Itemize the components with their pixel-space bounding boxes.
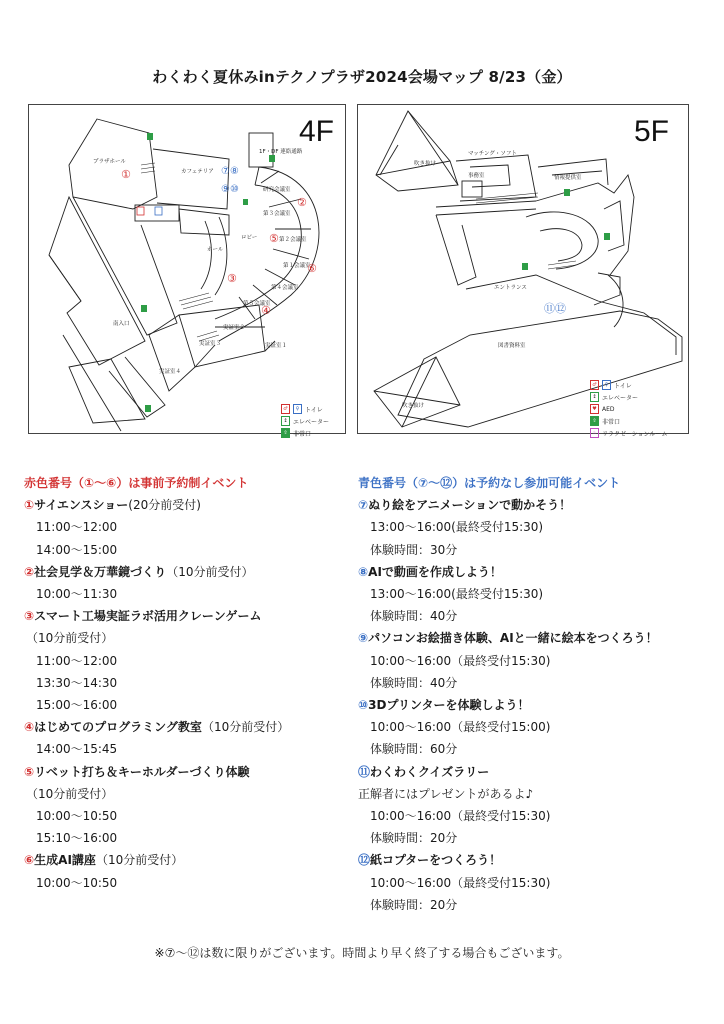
walkin-events-list [358, 472, 708, 916]
event-marker-6: ⑥ [307, 262, 317, 275]
event-10-duration: 体験時間：60分 [370, 742, 458, 757]
event-12-duration: 体験時間：20分 [370, 897, 458, 912]
event-7-title [358, 494, 708, 516]
event-8-time: 13:00～16:00(最終受付15:30) [370, 587, 544, 602]
room-info: 情報提供室 [554, 175, 582, 181]
room-makers: マッチング・ソフト [468, 151, 517, 157]
room-entrance-5f: エントランス [494, 285, 527, 291]
event-6-note: （10分前受付） [95, 853, 184, 868]
event-11-note: 正解者にはプレゼントがあるよ♪ [358, 786, 534, 801]
toilet-icon: ♂ [590, 380, 599, 390]
event-3-title [24, 605, 354, 627]
room-cafeteria: カフェテリア [181, 169, 214, 175]
event-12-time: 10:00～16:00（最終受付15:30) [370, 875, 551, 890]
event-6-number: ⑥ [24, 853, 35, 868]
event-marker-1: ① [121, 168, 131, 181]
event-6-time-1: 10:00～10:50 [36, 875, 118, 890]
elevator-icon: ↕ [590, 392, 599, 402]
event-5-name: リベット打ち＆キーホルダーづくり体験 [34, 764, 250, 779]
event-5-title [24, 761, 354, 783]
event-marker-9-10: ⑨⑩ [221, 184, 239, 195]
room-lab1: 実証室１ [265, 343, 288, 349]
legend-relax: リラクゼーションルーム [602, 430, 668, 438]
room-elevator-link: 1F・DF 連絡通路 [259, 149, 303, 155]
page-title: わくわく夏休みinテクノプラザ2024会場マップ 8/23（金） [152, 68, 572, 86]
event-4-title [24, 716, 354, 738]
event-10-title [358, 694, 708, 716]
legend-toilet-5f: トイレ [614, 382, 632, 390]
floor-label-5f: 5F [634, 115, 670, 148]
room-lobby: ロビー [241, 235, 258, 241]
relax-room-icon: ♨ [590, 428, 599, 438]
event-1-title [24, 494, 354, 516]
event-7-number: ⑦ [358, 498, 369, 513]
event-marker-4: ④ [261, 304, 271, 317]
event-6-title [24, 849, 354, 871]
room-training: 研究会議室 [263, 187, 291, 193]
event-3-name: スマート工場実証ラボ活用クレーンゲーム [34, 609, 262, 624]
event-12-title [358, 849, 708, 871]
event-5-number: ⑤ [24, 764, 35, 779]
event-marker-2: ② [297, 196, 307, 209]
room-lab2: 実証室２ [223, 325, 246, 331]
exit-icon: ⇧ [590, 416, 599, 426]
footer-note: ※⑦～⑫は数に限りがございます。時間より早く終了する場合もございます。 [154, 946, 570, 960]
event-7-duration: 体験時間：30分 [370, 542, 458, 557]
event-11-duration: 体験時間：20分 [370, 831, 458, 846]
event-9-duration: 体験時間：40分 [370, 675, 458, 690]
event-marker-3: ③ [227, 272, 237, 285]
event-9-number: ⑨ [358, 631, 369, 646]
event-4-number: ④ [24, 720, 35, 735]
event-9-name: パソコンお絵描き体験、AIと一緒に絵本をつくろう！ [368, 631, 658, 646]
room-conf4: 第４会議室 [271, 285, 299, 291]
event-3-time-3: 15:00～16:00 [36, 698, 118, 713]
map-legend-4f [281, 403, 329, 439]
room-hall: ホール [207, 247, 224, 253]
event-11-name: わくわくクイズラリー [370, 764, 490, 779]
event-1-note: (20分前受付) [128, 498, 201, 513]
event-8-name: AIで動画を作成しよう！ [368, 564, 502, 579]
room-plaza-hall: プラザホール [93, 159, 126, 165]
event-10-name: 3Dプリンターを体験しよう！ [368, 698, 530, 713]
event-6-name: 生成AI講座 [34, 853, 96, 868]
room-conf5: 第５会議室 [243, 301, 271, 307]
legend-elevator-5f: エレベーター [602, 394, 639, 402]
event-5-time-1: 10:00～10:50 [36, 809, 118, 824]
event-12-name: 紙コプターをつくろう！ [370, 853, 502, 868]
event-1-name: サイエンスショー [34, 498, 129, 513]
event-3-time-2: 13:30～14:30 [36, 675, 118, 690]
room-fukinuke: 吹き抜け [414, 161, 437, 167]
event-8-duration: 体験時間：40分 [370, 609, 458, 624]
event-11-title [358, 761, 708, 783]
event-9-time: 10:00～16:00（最終受付15:30) [370, 653, 551, 668]
event-5-note: （10分前受付） [26, 786, 114, 801]
event-1-time-2: 14:00～15:00 [36, 542, 118, 557]
event-8-title [358, 561, 708, 583]
floor-label-4f: 4F [299, 115, 335, 148]
room-lab4: 実証室４ [159, 369, 182, 375]
room-conf1: 第１会議室 [283, 263, 311, 269]
elevator-icon: ↕ [281, 416, 290, 426]
room-conf3: 第３会議室 [263, 211, 291, 217]
event-11-time: 10:00～16:00（最終受付15:30) [370, 809, 551, 824]
toilet-female-icon: ♀ [293, 404, 302, 414]
event-9-title [358, 627, 708, 649]
toilet-female-icon: ♀ [602, 380, 611, 390]
floor-map-4f [28, 104, 346, 438]
room-fukinuke-2: 吹き抜け [402, 403, 425, 409]
event-10-time: 10:00～16:00（最終受付15:00) [370, 720, 551, 735]
event-2-name: 社会見学＆万華鏡づくり [34, 564, 167, 579]
walkin-events-heading: 青色番号（⑦～⑫）は予約なし参加可能イベント [358, 476, 621, 490]
event-2-note: （10分前受付） [166, 564, 254, 579]
event-marker-7-8: ⑦⑧ [221, 166, 239, 177]
legend-aed: AED [602, 405, 615, 413]
event-marker-5: ⑤ [269, 232, 279, 245]
room-library: 図書資料室 [498, 343, 526, 349]
aed-icon: ♥ [590, 404, 599, 414]
reserved-events-heading: 赤色番号（①～⑥）は事前予約制イベント [24, 476, 249, 490]
event-8-number: ⑧ [358, 564, 369, 579]
event-1-time-1: 11:00～12:00 [36, 520, 118, 535]
event-3-number: ③ [24, 609, 35, 624]
reserved-events-list [24, 472, 354, 894]
event-2-time-1: 10:00～11:30 [36, 587, 118, 602]
event-5-time-2: 15:10～16:00 [36, 831, 118, 846]
event-1-number: ① [24, 498, 35, 513]
event-7-time: 13:00～16:00(最終受付15:30) [370, 520, 544, 535]
event-11-number: ⑪ [358, 764, 371, 779]
event-10-number: ⑩ [358, 698, 369, 713]
room-office: 事務室 [468, 173, 485, 179]
event-7-name: ぬり絵をアニメーションで動かそう！ [368, 498, 572, 513]
event-3-note: （10分前受付） [26, 631, 114, 646]
legend-toilet: トイレ [305, 406, 323, 414]
room-lab3: 実証室３ [199, 341, 222, 347]
room-entrance: 南入口 [113, 321, 130, 327]
legend-exit-5f: 非常口 [602, 418, 621, 426]
event-4-time-1: 14:00～15:45 [36, 742, 118, 757]
exit-icon: ⇧ [281, 428, 290, 438]
legend-exit: 非常口 [293, 430, 312, 438]
floor-map-5f [357, 104, 689, 438]
event-marker-11-12: ⑪⑫ [544, 302, 566, 315]
room-conf2: 第２会議室 [279, 237, 307, 243]
legend-elevator: エレベーター [293, 418, 330, 426]
event-3-time-1: 11:00～12:00 [36, 653, 118, 668]
event-2-number: ② [24, 564, 35, 579]
event-12-number: ⑫ [358, 853, 371, 868]
event-2-title [24, 561, 354, 583]
event-4-note: （10分前受付） [201, 720, 290, 735]
toilet-icon: ♂ [281, 404, 290, 414]
event-4-name: はじめてのプログラミング教室 [34, 720, 202, 735]
map-legend-5f [590, 379, 667, 439]
